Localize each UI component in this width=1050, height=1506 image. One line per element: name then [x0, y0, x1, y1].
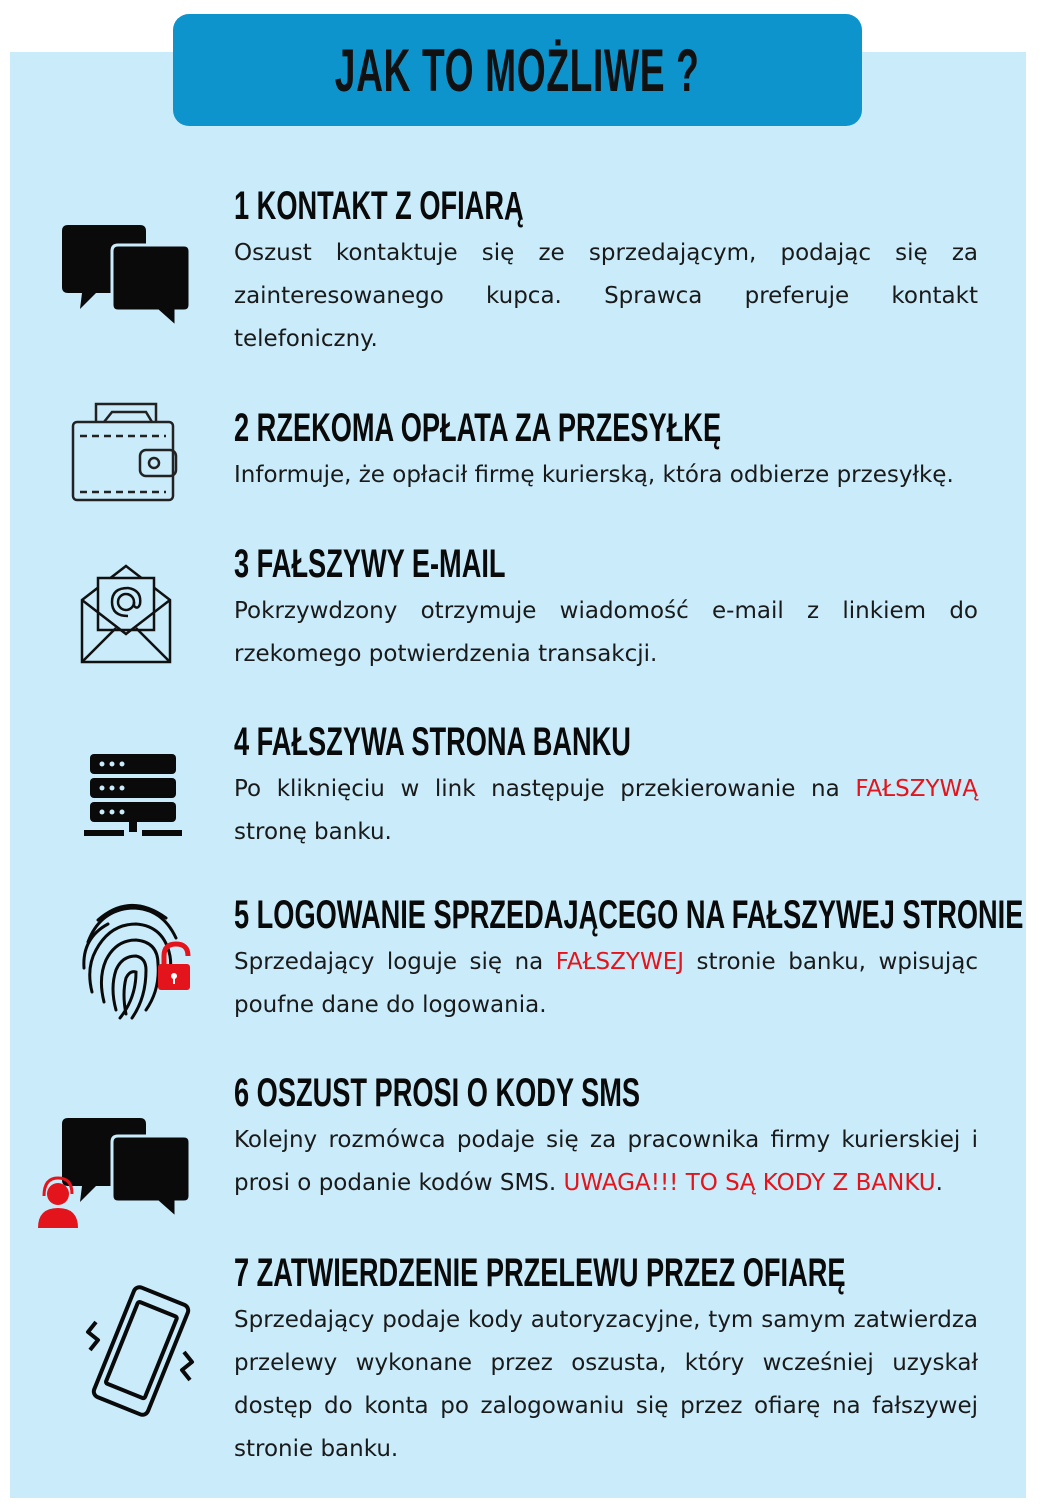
- step-body: Sprzedający loguje się na FAŁSZYWEJ stronie banku, wpisując poufne dane do logowania.: [234, 949, 978, 1018]
- step-2: [234, 406, 978, 497]
- server-icon: [84, 752, 184, 838]
- step-heading: 5 LOGOWANIE SPRZEDAJĄCEGO NA FAŁSZYWEJ STRONIE: [234, 893, 1024, 937]
- step-heading: 1 KONTAKT Z OFIARĄ: [234, 184, 524, 228]
- step-body: Pokrzywdzony otrzymuje wiadomość e-mail z linkiem do rzekomego potwierdzenia transakcji.: [234, 598, 978, 667]
- fingerprint-unlock-icon: [80, 898, 194, 1024]
- step-body: Kolejny rozmówca podaje się za pracownika firmy kurierskiej i prosi o podanie kodów SMS. UWAGA!!! TO SĄ KODY Z BANKU.: [234, 1127, 978, 1196]
- chat-bubbles-icon: [62, 225, 192, 330]
- step-body: Sprzedający podaje kody autoryzacyjne, tym samym zatwierdza przelewy wykonane przez oszusta, który wcześniej uzyskał dostęp do konta po zalogowaniu się przez ofiarę na fałszywej stronie banku.: [234, 1307, 978, 1462]
- step-heading: 4 FAŁSZYWA STRONA BANKU: [234, 720, 631, 764]
- page-title: JAK TO MOŻLIWE ?: [335, 36, 700, 104]
- section-break: [234, 828, 978, 852]
- vibrating-phone-icon: [82, 1282, 198, 1422]
- step-1: [234, 184, 978, 361]
- email-envelope-icon: [78, 562, 174, 666]
- step-heading: 7 ZATWIERDZENIE PRZELEWU PRZEZ OFIARĘ: [234, 1251, 846, 1295]
- title-banner: [173, 14, 862, 126]
- step-6: [234, 1071, 978, 1205]
- step-7: [234, 1251, 978, 1471]
- warning-text: FAŁSZYWĄ: [855, 776, 978, 802]
- chat-agent-icon: [34, 1116, 194, 1232]
- step-heading: 3 FAŁSZYWY E-MAIL: [234, 542, 506, 586]
- step-body: Informuje, że opłacił firmę kurierską, która odbierze przesyłkę.: [234, 462, 954, 488]
- wallet-icon: [70, 400, 180, 504]
- warning-text: UWAGA!!! TO SĄ KODY Z BANKU: [563, 1170, 936, 1196]
- step-3: [234, 542, 978, 676]
- step-heading: 6 OSZUST PROSI O KODY SMS: [234, 1071, 641, 1115]
- warning-text: FAŁSZYWEJ: [555, 949, 685, 975]
- step-5: [234, 893, 1024, 1027]
- step-body: Oszust kontaktuje się ze sprzedającym, podając się za zainteresowanego kupca. Sprawca preferuje kontakt telefoniczny.: [234, 240, 978, 352]
- step-heading: 2 RZEKOMA OPŁATA ZA PRZESYŁKĘ: [234, 406, 722, 450]
- step-body: Po kliknięciu w link następuje przekierowanie na FAŁSZYWĄ stronę banku.: [234, 776, 978, 845]
